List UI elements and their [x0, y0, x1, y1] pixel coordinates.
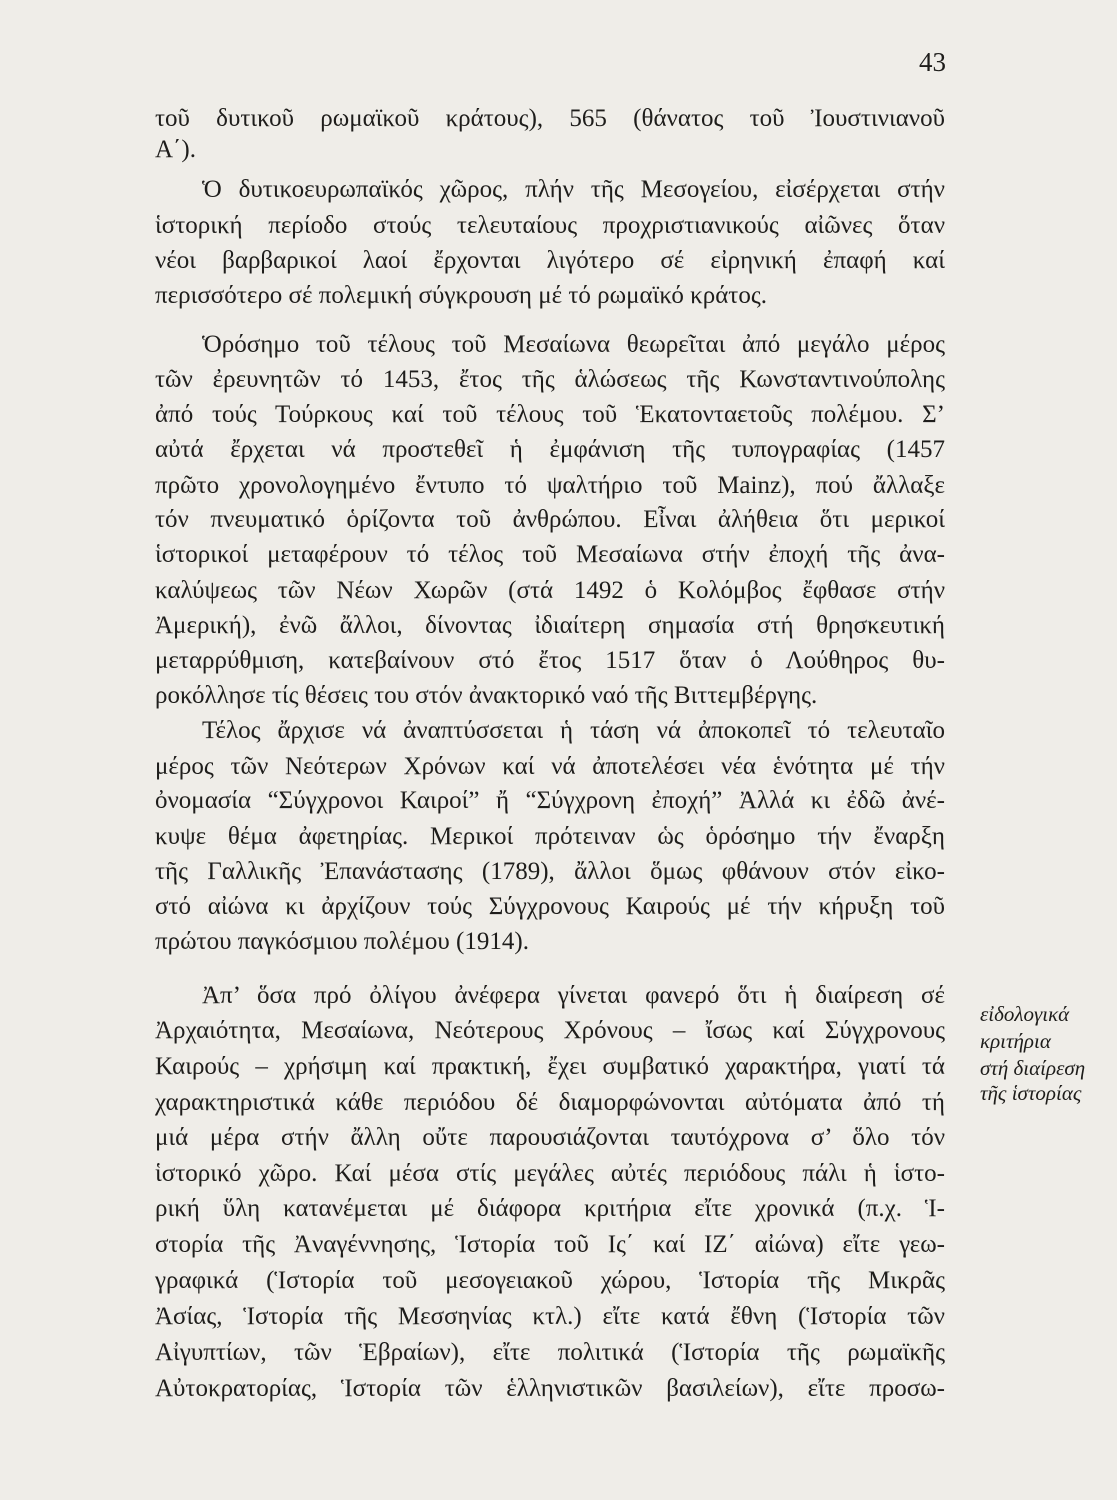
- margin-note-line: τῆς ἱστορίας: [980, 1081, 1082, 1105]
- text-line: Ἀμερική), ἐνῶ ἄλλοι, δίνοντας ἰδιαίτερη σημασία στή θρησκευτική: [155, 612, 945, 639]
- text-line: ἀπό τούς Τούρκους καί τοῦ τέλους τοῦ Ἑκατονταετοῦς πολέμου. Σ’: [155, 401, 945, 428]
- text-line: τοῦ δυτικοῦ ρωμαϊκοῦ κράτους), 565 (θάνατος τοῦ Ἰουστινιανοῦ: [155, 105, 945, 132]
- text-line: ρική ὕλη κατανέμεται μέ διάφορα κριτήρια εἴτε χρονικά (π.χ. Ἱ-: [155, 1195, 945, 1222]
- text-line: Τέλος ἄρχισε νά ἀναπτύσσεται ἡ τάση νά ἀποκοπεῖ τό τελευταῖο: [202, 717, 945, 744]
- text-line: Ὁ δυτικοευρωπαϊκός χῶρος, πλήν τῆς Μεσογείου, εἰσέρχεται στήν: [202, 176, 945, 203]
- text-line: Αἰγυπτίων, τῶν Ἑβραίων), εἴτε πολιτικά (Ἱστορία τῆς ρωμαϊκῆς: [155, 1339, 945, 1366]
- text-line: μεταρρύθμιση, κατεβαίνουν στό ἔτος 1517 ὅταν ὁ Λούθηρος θυ-: [155, 647, 945, 674]
- text-line: χαρακτηριστικά κάθε περιόδου δέ διαμορφώνονται αὐτόματα ἀπό τή: [155, 1089, 945, 1116]
- text-line: Α΄).: [155, 136, 196, 163]
- text-line: Αὐτοκρατορίας, Ἱστορία τῶν ἑλληνιστικῶν βασιλείων), εἴτε προσω-: [155, 1375, 945, 1402]
- text-line: τῶν ἐρευνητῶν τό 1453, ἔτος τῆς ἁλώσεως τῆς Κωνσταντινούπολης: [155, 366, 945, 393]
- text-line: στορία τῆς Ἀναγέννησης, Ἱστορία τοῦ Ις΄ καί ΙΖ΄ αἰώνα) εἴτε γεω-: [155, 1231, 945, 1258]
- text-line: αὐτά ἔρχεται νά προστεθεῖ ἡ ἐμφάνιση τῆς τυπογραφίας (1457: [155, 436, 945, 463]
- margin-note-line: στή διαίρεση: [980, 1056, 1086, 1080]
- text-line: νέοι βαρβαρικοί λαοί ἔρχονται λιγότερο σέ εἰρηνική ἐπαφή καί: [155, 247, 945, 274]
- margin-note-line: κριτήρια: [980, 1029, 1051, 1053]
- text-line: Καιρούς – χρήσιμη καί πρακτική, ἔχει συμβατικό χαρακτήρα, γιατί τά: [155, 1053, 945, 1080]
- text-line: ἱστορική περίοδο στούς τελευταίους προχριστιανικούς αἰῶνες ὅταν: [155, 212, 945, 239]
- text-line: περισσότερο σέ πολεμική σύγκρουση μέ τό ρωμαϊκό κράτος.: [155, 282, 767, 309]
- margin-note-line: εἰδολογικά: [980, 1002, 1070, 1026]
- page-number: 43: [919, 47, 946, 77]
- text-line: Ὁρόσημο τοῦ τέλους τοῦ Μεσαίωνα θεωρεῖται ἀπό μεγάλο μέρος: [202, 331, 945, 358]
- text-line: ἱστορικοί μεταφέρουν τό τέλος τοῦ Μεσαίωνα στήν ἐποχή τῆς ἀνα-: [155, 541, 945, 568]
- text-line: καλύψεως τῶν Νέων Χωρῶν (στά 1492 ὁ Κολόμβος ἔφθασε στήν: [155, 577, 945, 604]
- text-line: τῆς Γαλλικῆς Ἐπανάστασης (1789), ἄλλοι ὅμως φθάνουν στόν εἰκο-: [155, 858, 945, 885]
- text-line: Ἀρχαιότητα, Μεσαίωνα, Νεότερους Χρόνους – ἴσως καί Σύγχρονους: [155, 1017, 945, 1044]
- text-line: ἱστορικό χῶρο. Καί μέσα στίς μεγάλες αὐτές περιόδους πάλι ἡ ἱστο-: [155, 1160, 945, 1187]
- text-line: μέρος τῶν Νεότερων Χρόνων καί νά ἀποτελέσει νέα ἑνότητα μέ τήν: [155, 753, 945, 780]
- text-line: Ἀπ’ ὅσα πρό ὀλίγου ἀνέφερα γίνεται φανερό ὅτι ἡ διαίρεση σέ: [202, 982, 945, 1009]
- text-line: Ἀσίας, Ἱστορία τῆς Μεσσηνίας κτλ.) εἴτε κατά ἔθνη (Ἱστορία τῶν: [155, 1303, 945, 1330]
- text-line: πρῶτο χρονολογημένο ἔντυπο τό ψαλτήριο τοῦ Mainz), πού ἄλλαξε: [155, 472, 945, 499]
- text-line: στό αἰώνα κι ἀρχίζουν τούς Σύγχρονους Καιρούς μέ τήν κήρυξη τοῦ: [155, 893, 945, 920]
- text-line: μιά μέρα στήν ἄλλη οὔτε παρουσιάζονται ταυτόχρονα σ’ ὅλο τόν: [155, 1124, 945, 1151]
- text-line: ὀνομασία “Σύγχρονοι Καιροί” ἤ “Σύγχρονη ἐποχή” Ἀλλά κι ἐδῶ ἀνέ-: [155, 787, 945, 814]
- text-line: γραφικά (Ἱστορία τοῦ μεσογειακοῦ χώρου, Ἱστορία τῆς Μικρᾶς: [155, 1267, 945, 1294]
- text-line: πρώτου παγκόσμιου πολέμου (1914).: [155, 928, 529, 955]
- text-line: ροκόλλησε τίς θέσεις του στόν ἀνακτορικό ναό τῆς Βιττεμβέργης.: [155, 682, 818, 709]
- text-line: τόν πνευματικό ὁρίζοντα τοῦ ἀνθρώπου. Εἶναι ἀλήθεια ὅτι μερικοί: [155, 506, 945, 533]
- text-line: κυψε θέμα ἀφετηρίας. Μερικοί πρότειναν ὡς ὁρόσημο τήν ἔναρξη: [155, 823, 945, 850]
